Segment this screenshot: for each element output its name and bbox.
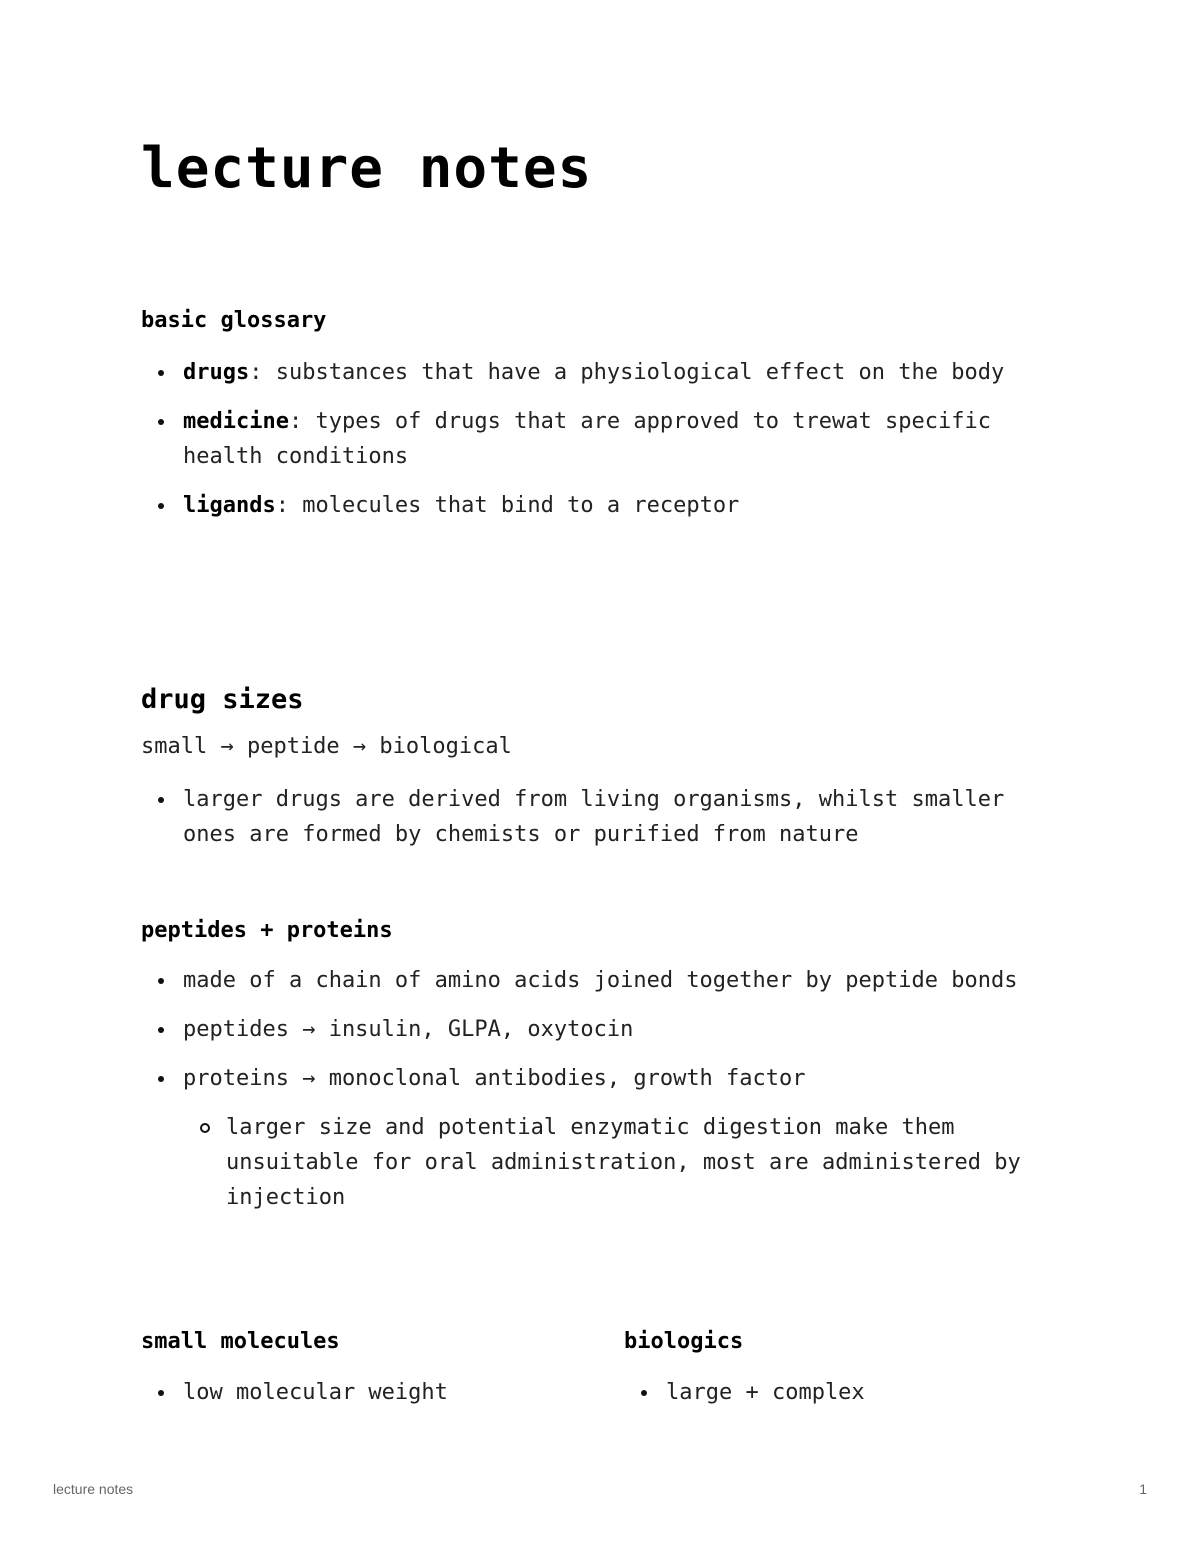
list-item: low molecular weight xyxy=(141,1375,561,1410)
drug-sizes-list xyxy=(141,782,1021,866)
list-item: large + complex xyxy=(624,1375,1044,1410)
glossary-heading: basic glossary xyxy=(141,308,327,333)
drug-sizes-flow: small → peptide → biological xyxy=(141,734,512,759)
page-title: lecture notes xyxy=(141,136,593,201)
term-separator: : xyxy=(288,409,303,434)
glossary-list xyxy=(141,355,1051,537)
glossary-definition: types of drugs that are approved to trewat specific health conditions xyxy=(183,409,991,469)
glossary-definition: substances that have a physiological effect on the body xyxy=(262,360,1005,385)
biologics-list xyxy=(624,1375,1044,1424)
sub-list-item: larger size and potential enzymatic digestion make them unsuitable for oral administration, most are administered by injection xyxy=(141,1110,1021,1215)
peptides-heading: peptides + proteins xyxy=(141,918,393,943)
term-separator: : xyxy=(275,493,289,518)
list-item: larger drugs are derived from living organisms, whilst smaller ones are formed by chemists or purified from nature xyxy=(141,782,1021,852)
list-item xyxy=(141,404,1051,474)
list-item: proteins → monoclonal antibodies, growth factor xyxy=(141,1061,1021,1096)
page-number: 1 xyxy=(1139,1481,1147,1497)
glossary-term: drugs xyxy=(183,360,250,385)
biologics-heading: biologics xyxy=(624,1329,744,1354)
list-item: made of a chain of amino acids joined together by peptide bonds xyxy=(141,963,1021,998)
peptides-list xyxy=(141,963,1021,1229)
glossary-term: medicine xyxy=(183,409,289,434)
list-item xyxy=(141,488,1051,523)
list-item: peptides → insulin, GLPA, oxytocin xyxy=(141,1012,1021,1047)
term-separator: : xyxy=(249,360,263,385)
small-molecules-list xyxy=(141,1375,561,1424)
small-molecules-heading: small molecules xyxy=(141,1329,340,1354)
drug-sizes-heading: drug sizes xyxy=(141,684,304,715)
footer-title: lecture notes xyxy=(53,1481,134,1497)
list-item xyxy=(141,355,1051,390)
glossary-definition: molecules that bind to a receptor xyxy=(288,493,740,518)
glossary-term: ligands xyxy=(183,493,276,518)
